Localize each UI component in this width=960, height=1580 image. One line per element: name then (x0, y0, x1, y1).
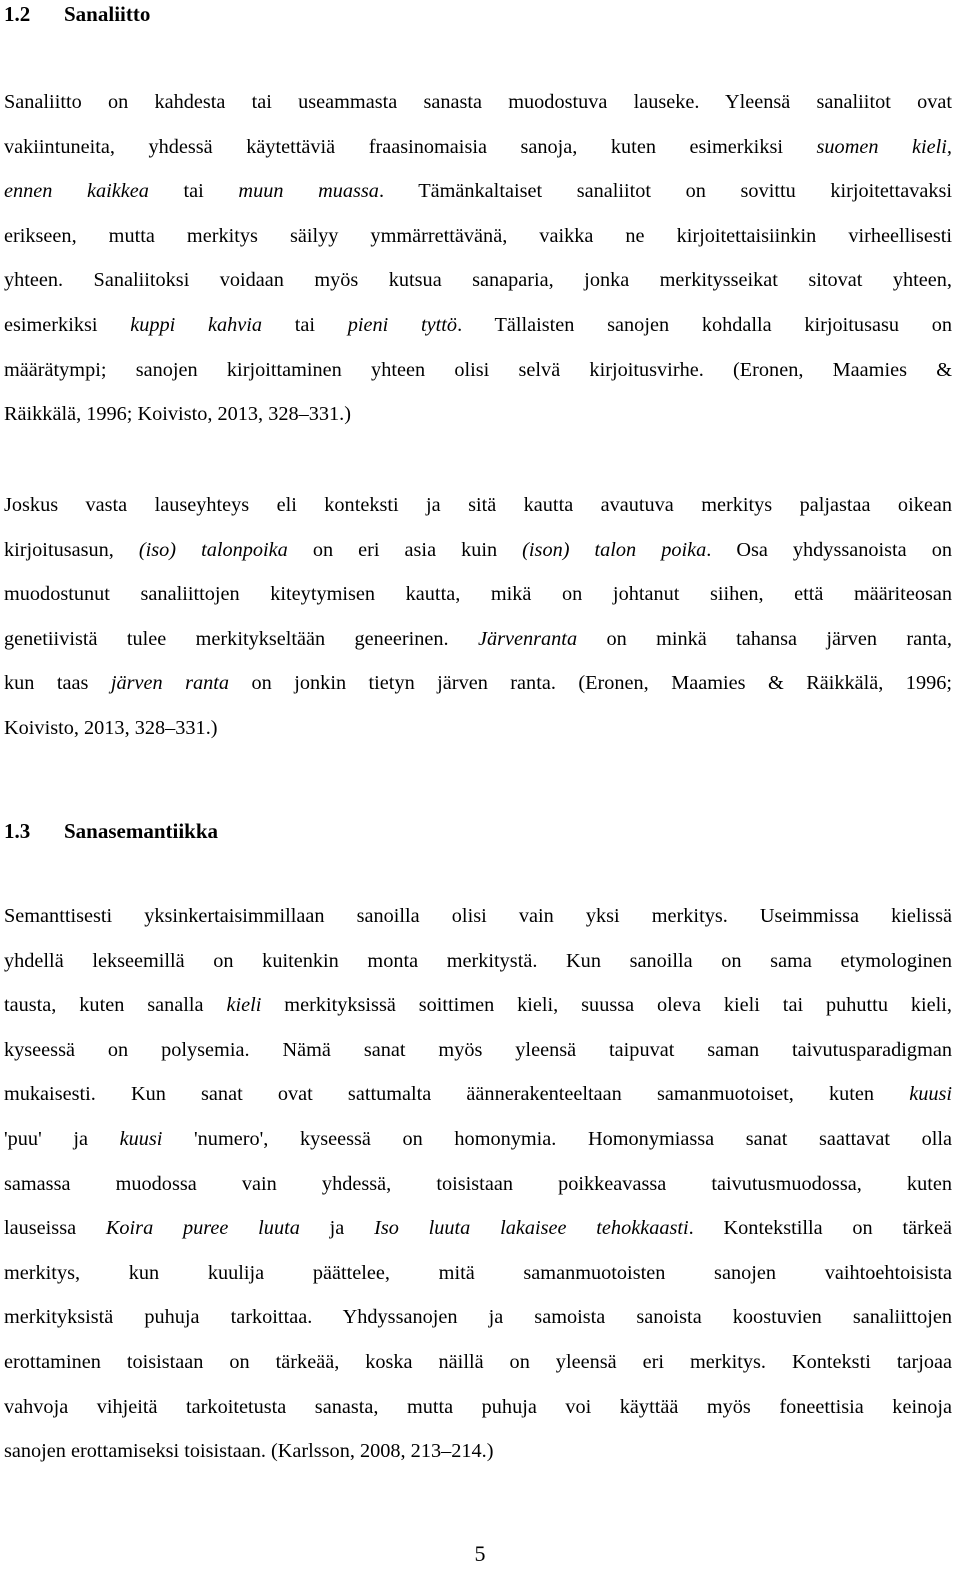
text-line (4, 125, 952, 170)
text-line (4, 483, 952, 528)
text-line (4, 1028, 952, 1073)
text-line (4, 214, 952, 259)
text-run: kyseessä on polysemia. Nämä sanat myös yleensä taipuvat saman taivutusparadigman (4, 1038, 952, 1061)
section-heading-1-3 (4, 817, 218, 845)
text-line (4, 303, 952, 348)
text-line (4, 894, 952, 939)
text-line (4, 661, 952, 706)
section-title: Sanaliitto (64, 2, 151, 26)
text-line (4, 528, 952, 573)
text-run: kirjoitusasun, (4, 538, 139, 561)
text-line (4, 258, 952, 303)
text-run: sanojen erottamiseksi toisistaan. (Karlsson, 2008, 213–214.) (4, 1440, 494, 1463)
text-run: . Tällaisten sanojen kohdalla kirjoitusasu on (457, 313, 952, 336)
text-run: Semanttisesti yksinkertaisimmillaan sanoilla olisi vain yksi merkitys. Useimmissa kielissä (4, 905, 952, 927)
text-line (4, 392, 952, 437)
text-line (4, 1295, 952, 1340)
text-run: Joskus vasta lauseyhteys eli konteksti ja sitä kautta avautuva merkitys paljastaa oikean (4, 494, 952, 516)
text-run: erottaminen toisistaan on tärkeää, koska näillä on yleensä eri merkitys. Konteksti tarjoaa (4, 1350, 952, 1373)
italic-text-run: kuusi (909, 1083, 952, 1106)
text-run: 'puu' ja (4, 1127, 120, 1150)
text-run: yhteen. Sanaliitoksi voidaan myös kutsua sanaparia, jonka merkitysseikat sitovat yhteen, (4, 269, 952, 292)
text-run: vakiintuneita, yhdessä käytettäviä fraasinomaisia sanoja, kuten esimerkiksi (4, 135, 817, 158)
text-run: esimerkiksi (4, 313, 131, 336)
text-line (4, 983, 952, 1028)
text-line (4, 1162, 952, 1207)
text-run: . Osa yhdyssanoista on (706, 538, 952, 561)
section-title: Sanasemantiikka (64, 819, 219, 843)
italic-text-run: suomen kieli, (816, 135, 952, 158)
paragraph-sanasemantiikka (4, 894, 952, 1474)
text-line (4, 1429, 952, 1474)
text-line (4, 706, 952, 751)
text-run: kun taas (4, 672, 111, 695)
text-run: määrätympi; sanojen kirjoittaminen yhteen olisi selvä kirjoitusvirhe. (Eronen, Maamies & (4, 358, 952, 381)
text-line (4, 572, 952, 617)
text-run: ja (299, 1217, 375, 1240)
page-number: 5 (474, 1541, 486, 1566)
text-run: on jonkin tietyn järven ranta. (Eronen, Maamies & Räikkälä, 1996; (229, 672, 953, 695)
text-run: tai (262, 313, 348, 336)
text-run: on minkä tahansa järven ranta, (577, 627, 953, 650)
text-run: merkityksissä soittimen kieli, suussa oleva kieli tai puhuttu kieli, (261, 994, 952, 1017)
text-run: genetiivistä tulee merkitykseltään geneerinen. (4, 627, 478, 650)
italic-text-run: kuppi kahvia (130, 313, 263, 336)
text-line (4, 80, 952, 125)
text-run: yhdellä lekseemillä on kuitenkin monta merkitystä. Kun sanoilla on sama etymologinen (4, 949, 952, 972)
section-number: 1.3 (4, 819, 31, 843)
italic-text-run: kieli (226, 994, 262, 1017)
text-line (4, 617, 952, 662)
text-run: on eri asia kuin (287, 538, 523, 561)
italic-text-run: pieni tyttö (347, 313, 458, 336)
text-run: muodostunut sanaliittojen kiteytymisen kautta, mikä on johtanut siihen, että määriteosan (4, 583, 952, 606)
text-line (4, 1206, 952, 1251)
italic-text-run: Koira puree luuta (105, 1217, 300, 1240)
text-line (4, 348, 952, 393)
italic-text-run: Iso luuta lakaisee tehokkaasti (374, 1217, 689, 1240)
italic-text-run: kuusi (119, 1127, 163, 1150)
paragraph-sanaliitto-1 (4, 80, 952, 437)
section-heading-1-2 (4, 0, 150, 28)
text-run: mukaisesti. Kun sanat ovat sattumalta äännerakenteeltaan samanmuotoiset, kuten (4, 1083, 910, 1106)
paragraph-sanaliitto-2 (4, 483, 952, 751)
text-line (4, 939, 952, 984)
text-run: Koivisto, 2013, 328–331.) (4, 716, 218, 739)
text-run: samassa muodossa vain yhdessä, toisistaan poikkeavassa taivutusmuodossa, kuten (4, 1172, 952, 1195)
text-line (4, 1340, 952, 1385)
section-number: 1.2 (4, 2, 31, 26)
text-line (4, 1251, 952, 1296)
text-run: vahvoja vihjeitä tarkoitetusta sanasta, mutta puhuja voi käyttää myös foneettisia keinoja (4, 1395, 952, 1418)
text-run: tausta, kuten sanalla (4, 994, 227, 1017)
text-run: merkityksistä puhuja tarkoittaa. Yhdyssanojen ja samoista sanoista koostuvien sanaliittojen (4, 1306, 952, 1329)
text-run: 'numero', kyseessä on homonymia. Homonymiassa sanat saattavat olla (162, 1127, 953, 1150)
text-run: lauseissa (4, 1217, 106, 1240)
italic-text-run: (iso) talonpoika (138, 538, 288, 561)
text-run: merkitys, kun kuulija päättelee, mitä samanmuotoisten sanojen vaihtoehtoisista (4, 1261, 952, 1284)
text-run: Sanaliitto on kahdesta tai useammasta sanasta muodostuva lauseke. Yleensä sanaliitot ovat (4, 91, 952, 113)
italic-text-run: muun muassa (238, 180, 379, 203)
text-line (4, 169, 952, 214)
text-run: . Tämänkaltaiset sanaliitot on sovittu kirjoitettavaksi (378, 180, 953, 203)
text-run: erikseen, mutta merkitys säilyy ymmärrettävänä, vaikka ne kirjoitettaisiinkin virheellisesti (4, 224, 952, 247)
italic-text-run: Järvenranta (477, 627, 578, 650)
text-line (4, 1072, 952, 1117)
text-run: tai (148, 180, 239, 203)
text-run: Räikkälä, 1996; Koivisto, 2013, 328–331.) (4, 403, 352, 426)
italic-text-run: järven ranta (110, 672, 230, 695)
italic-text-run: (ison) talon poika (522, 538, 707, 561)
text-run: . Kontekstilla on tärkeä (688, 1217, 953, 1240)
italic-text-run: ennen kaikkea (4, 180, 149, 203)
text-line (4, 1117, 952, 1162)
text-line (4, 1385, 952, 1430)
